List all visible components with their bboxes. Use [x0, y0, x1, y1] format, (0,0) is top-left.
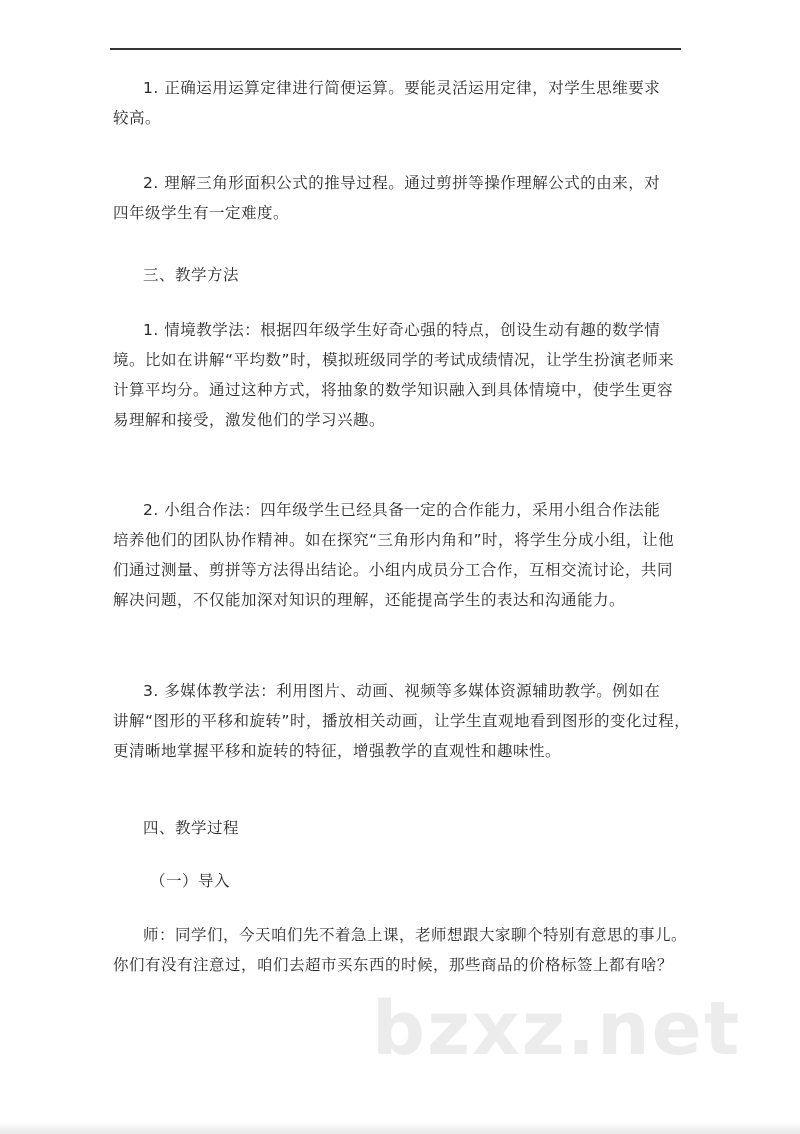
paragraph-line: 2. 理解三角形面积公式的推导过程。通过剪拼等操作理解公式的由来，对: [143, 174, 661, 192]
heading-text: （一）导入: [150, 872, 231, 890]
paragraph-difficulty-2: [113, 168, 685, 228]
paragraph-line: 更清晰地掌握平移和旋转的特征，增强教学的直观性和趣味性。: [113, 742, 562, 760]
watermark: bzxz.net: [372, 986, 742, 1072]
paragraph-line: 师：同学们，今天咱们先不着急上课，老师想跟大家聊个特别有意思的事儿。: [143, 926, 688, 944]
paragraph-method-1: [113, 315, 685, 435]
heading-text: 三、教学方法: [143, 266, 240, 284]
header-rule: [110, 48, 681, 50]
paragraph-line: 境。比如在讲解“平均数”时，模拟班级同学的考试成绩情况，让学生扮演老师来: [113, 351, 675, 369]
section-heading-methods: [143, 260, 715, 290]
paragraph-method-2: [113, 495, 685, 615]
paragraph-line: 计算平均分。通过这种方式，将抽象的数学知识融入到具体情境中，使学生更容: [113, 381, 674, 399]
paragraph-line: 你们有没有注意过，咱们去超市买东西的时候，那些商品的价格标签上都有啥？: [113, 956, 674, 974]
subsection-heading-intro: [150, 866, 722, 896]
section-heading-process: [143, 813, 715, 843]
paragraph-line: 1. 情境教学法：根据四年级学生好奇心强的特点，创设生动有趣的数学情: [143, 321, 661, 339]
heading-text: 四、教学过程: [143, 819, 240, 837]
paragraph-teacher-intro: [113, 920, 688, 980]
paragraph-line: 易理解和接受，激发他们的学习兴趣。: [113, 411, 386, 429]
paragraph-method-3: [113, 676, 691, 766]
paragraph-line: 较高。: [113, 109, 162, 127]
paragraph-line: 讲解“图形的平移和旋转”时，播放相关动画，让学生直观地看到图形的变化过程，: [113, 712, 691, 730]
paragraph-line: 2. 小组合作法：四年级学生已经具备一定的合作能力，采用小组合作法能: [143, 501, 661, 519]
paragraph-line: 1. 正确运用运算定律进行简便运算。要能灵活运用定律，对学生思维要求: [143, 79, 661, 97]
paragraph-line: 3. 多媒体教学法：利用图片、动画、视频等多媒体资源辅助教学。例如在: [143, 682, 661, 700]
paragraph-line: 们通过测量、剪拼等方法得出结论。小组内成员分工合作，互相交流讨论，共同: [113, 561, 674, 579]
paragraph-difficulty-1: [113, 73, 685, 133]
paragraph-line: 四年级学生有一定难度。: [113, 204, 290, 222]
paragraph-line: 培养他们的团队协作精神。如在探究“三角形内角和”时，将学生分成小组，让他: [113, 531, 675, 549]
paragraph-line: 解决问题，不仅能加深对知识的理解，还能提高学生的表达和沟通能力。: [113, 591, 626, 609]
page-bottom-shadow: [0, 1122, 800, 1134]
